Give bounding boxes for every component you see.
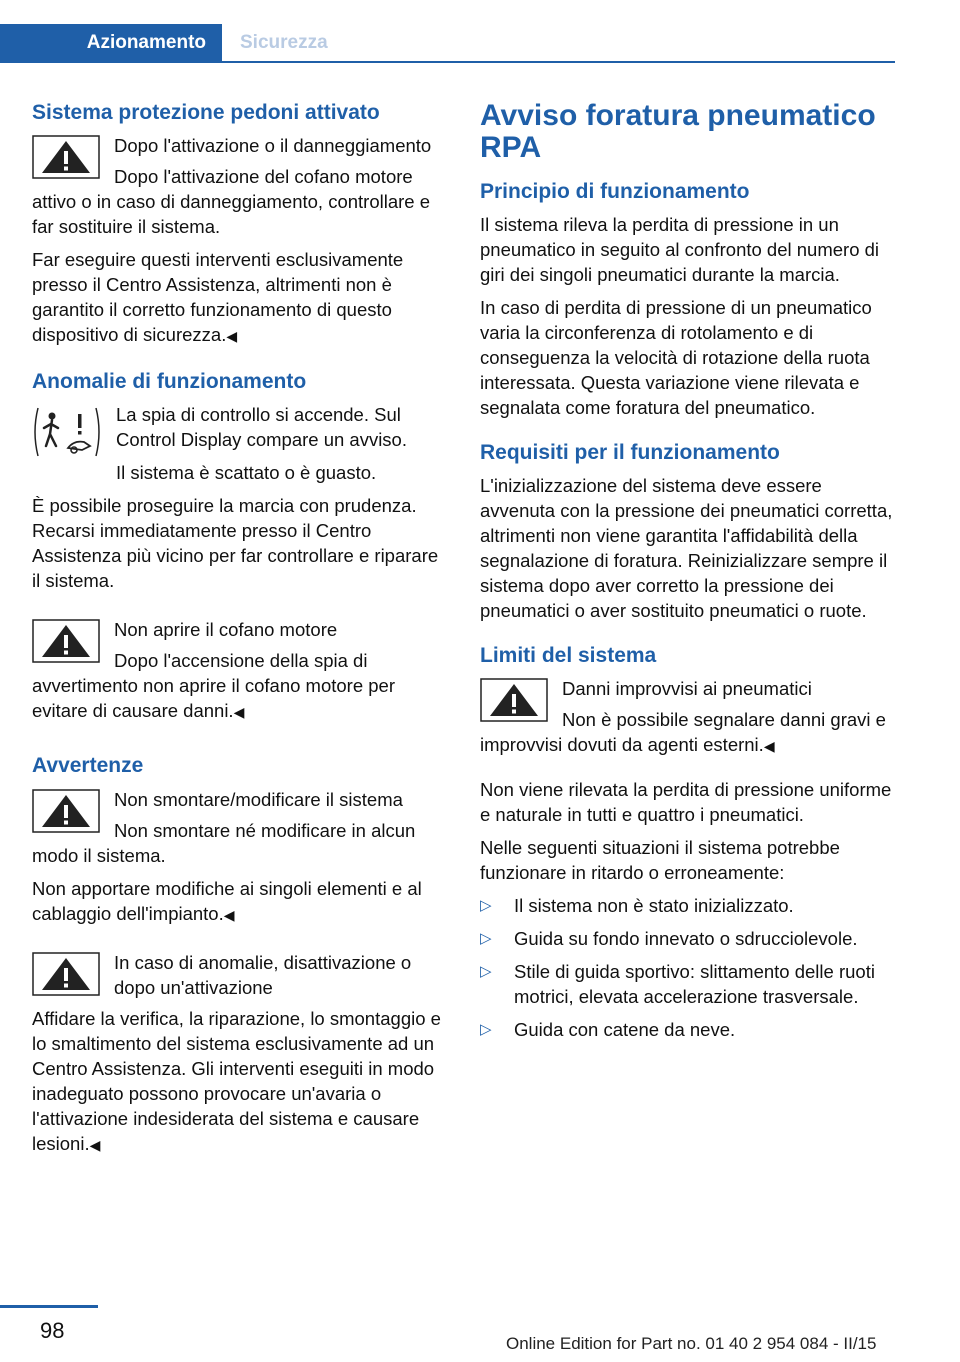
page-title-rpa: Avviso foratura pneumatico RPA [480,99,876,165]
tab-azionamento[interactable]: Azionamento [0,24,222,61]
warning-title: Non smontare/modificare il sistema [114,788,403,810]
warning-block [32,787,448,876]
header-tabs [0,24,895,63]
warning-triangle-icon [32,135,100,179]
left-column [32,100,448,1166]
warning-block [32,950,448,1006]
warning-text: Non smontare né modificare in alcun modo il sistema. [32,819,416,866]
section-title-limits: Limiti del sistema [480,644,657,668]
end-marker: ◀ [226,328,238,345]
warning-title: Danni improvvisi ai pneumatici [562,678,812,700]
bullet-icon: ▷ [480,897,492,915]
edition-footer: Online Edition for Part no. 01 40 2 954 084 - II/15 [506,1334,877,1353]
malfunction-text: È possibile proseguire la marcia con prudenza. Recarsi immediatamente presso il Centro Assistenza più vicino per far controllare e riparare il sistema. [32,495,439,592]
lamp-text: La spia di controllo si accende. Sul Control Display compare un avviso. [116,404,407,451]
right-column [480,100,896,1050]
limits-list [480,893,896,1042]
bullet-icon: ▷ [480,1021,492,1039]
warning-title: Non aprire il cofano motore [114,619,338,641]
warning-block [480,676,896,767]
warning-text: Affidare la verifica, la riparazione, lo smontaggio e lo smaltimento del sistema esclusivamente ad un Centro Assistenza. Gli interventi eseguiti in modo inadeguato possono provocare un'avaria o l'attivazione indesiderata del sistema e causare lesioni.◀ [32,1007,441,1154]
end-marker: ◀ [233,704,245,721]
warning-triangle-icon [32,789,100,833]
warning-triangle-icon [32,952,100,996]
end-marker: ◀ [223,906,235,923]
principle-text: Il sistema rileva la perdita di pressione in un pneumatico in seguito al confronto del numero di giri dei singoli pneumatici durante la marcia. [480,213,880,285]
section-title-requirements: Requisiti per il funzionamento [480,440,780,464]
warning-title: In caso di anomalie, disattivazione o dopo un'attivazione [114,951,412,998]
principle-text-2: In caso di perdita di pressione di un pneumatico varia la circonferenza di rotolamento e di conseguenza la velocità di rotazione della ruota interessata. Questa variazione viene rilevata e segnalata come foratura del pneumatico. [480,296,872,418]
list-item: ▷ Guida su fondo innevato o sdrucciolevole. [480,928,858,950]
list-item: ▷ Stile di guida sportivo: slittamento delle ruoti motrici, elevata accelerazione trasversale. [480,961,875,1008]
warning-triangle-icon [32,619,100,663]
section-title-pedestrian-protection: Sistema protezione pedoni attivato [32,101,380,124]
bullet-icon: ▷ [480,963,492,981]
requirements-text: L'inizializzazione del sistema deve essere avvenuta con la pressione dei pneumatici corretta, altrimenti non viene garantita l'affidabilità della segnalazione di foratura. Reinizializzare sempre il sistema dopo aver corretto la pressione dei pneumatici o aver sostituito pneumatici o ruote. [480,475,893,622]
warning-text-continued: Non apportare modifiche ai singoli elementi e al cablaggio dell'impianto.◀ [32,877,422,924]
bullet-icon: ▷ [480,930,492,948]
section-title-notes: Avvertenze [32,754,144,778]
lamp-text-2: Il sistema è scattato o è guasto. [116,462,377,484]
limits-text: Non viene rilevata la perdita di pressione uniforme e naturale in tutti e quattro i pneumatici. [480,779,892,826]
limits-text-2: Nelle seguenti situazioni il sistema potrebbe funzionare in ritardo o erroneamente: [480,837,840,884]
end-marker: ◀ [89,1136,101,1153]
warning-text: Dopo l'accensione della spia di avvertimento non aprire il cofano motore per evitare di causare danni.◀ [32,650,395,722]
warning-title: Dopo l'attivazione o il danneggiamento [114,135,432,157]
page-number-rule [0,1305,98,1308]
warning-text-continued: Far eseguire questi interventi esclusivamente presso il Centro Assistenza, altrimenti non è garantito il corretto funzionamento di questo dispositivo di sicurezza.◀ [32,249,404,346]
tab-sicurezza[interactable]: Sicurezza [240,31,328,53]
indicator-lamp-block [32,402,448,493]
section-title-principle: Principio di funzionamento [480,179,750,203]
end-marker: ◀ [763,738,775,755]
warning-triangle-icon [480,678,548,722]
pedestrian-protection-lamp-icon [32,406,102,458]
page-number: 98 [40,1318,65,1343]
warning-block [32,133,448,247]
list-item: ▷ Guida con catene da neve. [480,1019,736,1041]
warning-text: Non è possibile segnalare danni gravi e improvvisi dovuti da agenti esterni.◀ [480,709,886,756]
warning-block [32,617,448,733]
list-item: ▷ Il sistema non è stato inizializzato. [480,895,794,917]
warning-text: Dopo l'attivazione del cofano motore attivo o in caso di danneggiamento, controllare e far sostituire il sistema. [32,166,431,238]
section-title-malfunction: Anomalie di funzionamento [32,370,307,394]
